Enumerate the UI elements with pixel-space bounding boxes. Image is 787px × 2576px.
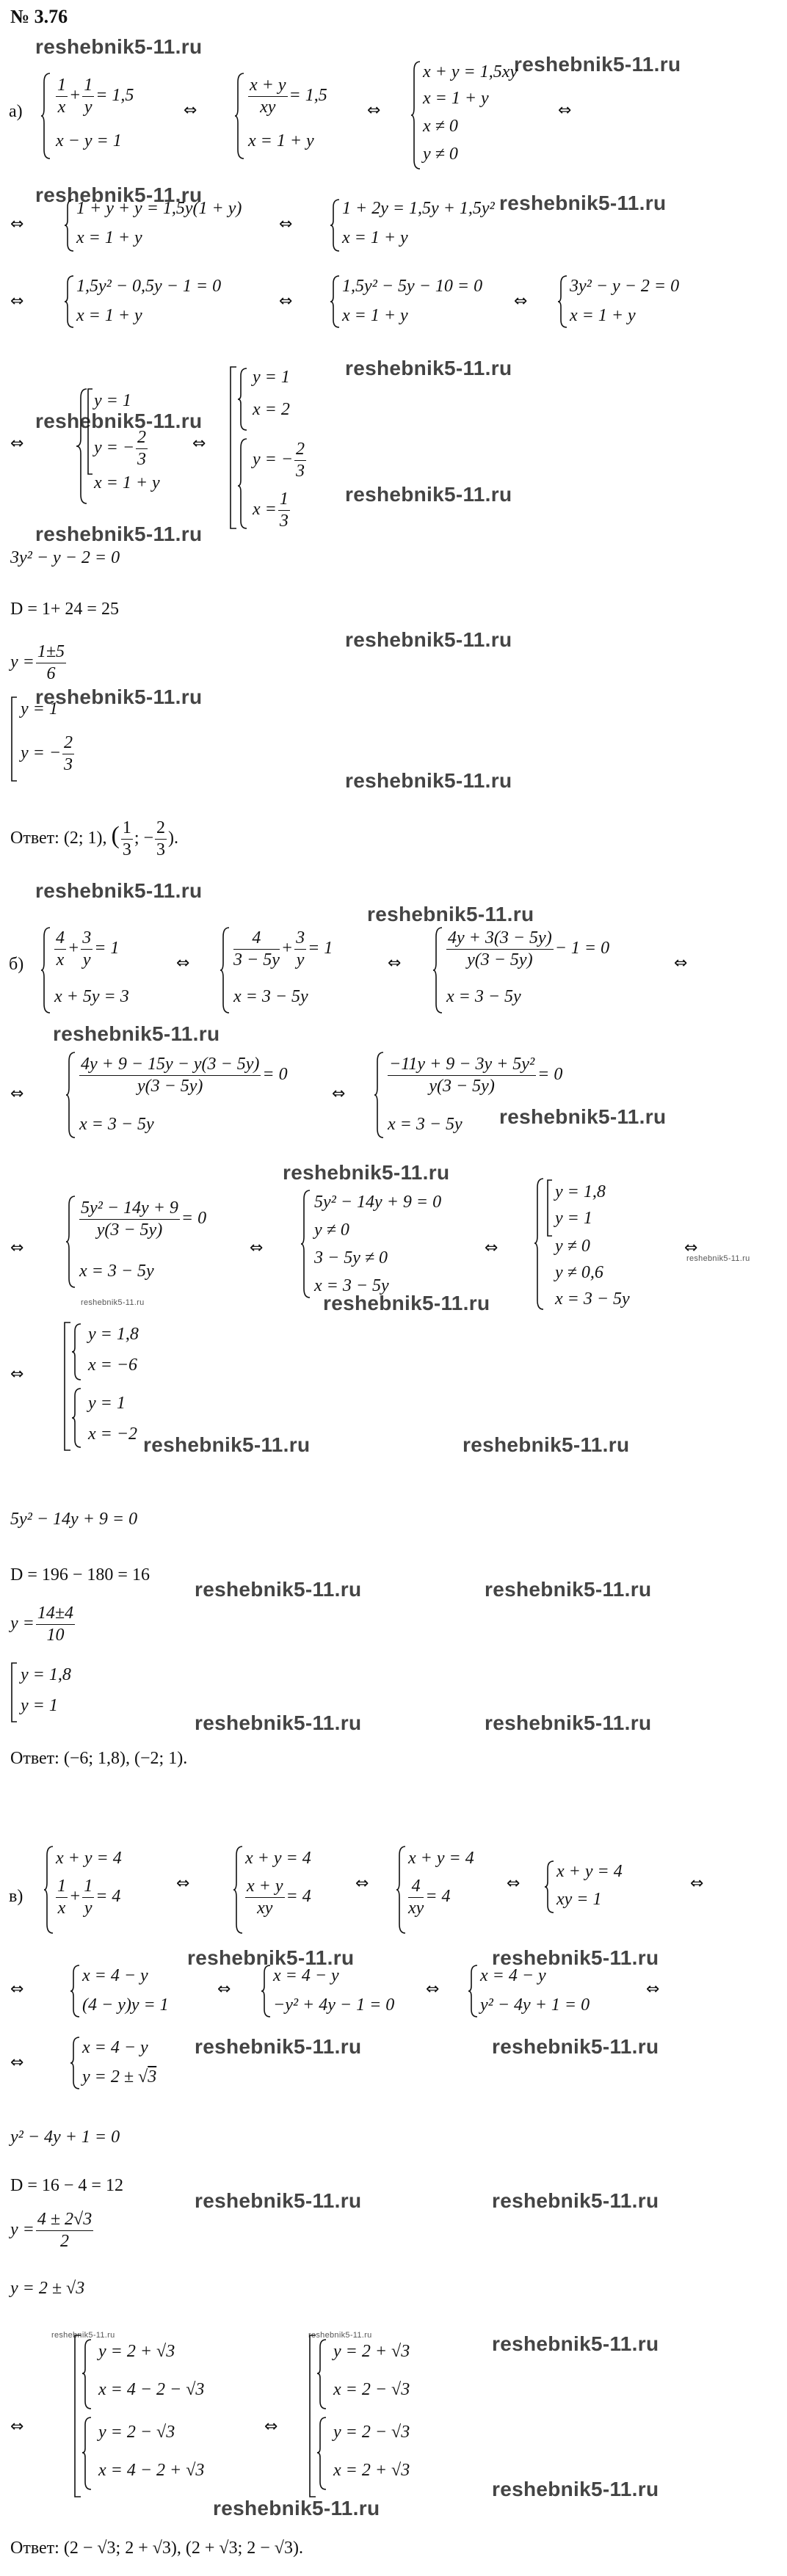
roots-formula: y = $\frac{14\pm 4}{10}$ bbox=[10, 1604, 74, 1645]
equation-line: x = 4 − 2 − √3 bbox=[98, 2380, 205, 2399]
equivalence-arrow: ⇔ bbox=[388, 954, 402, 972]
equation-line: 1 + y + y = 1,5y(1 + y) bbox=[76, 199, 242, 218]
watermark: reshebnik5-11.ru bbox=[35, 35, 203, 58]
equation-line: x = 4 − y bbox=[480, 1966, 546, 1985]
equation-line: $\frac{4y + 3(3 - 5y)}{y(3 - 5y)}$ − 1 = 0 bbox=[448, 928, 610, 970]
equation-line: x = 4 − y bbox=[82, 2038, 148, 2057]
equation-line: y = 2 ± √3 bbox=[82, 2067, 157, 2086]
equation-line: y² − 4y + 1 = 0 bbox=[480, 1995, 590, 2015]
watermark: reshebnik5-11.ru bbox=[514, 53, 681, 76]
watermark: reshebnik5-11.ru bbox=[35, 879, 203, 902]
equation-line: y = 1 bbox=[88, 1394, 126, 1413]
equation-line: y ≠ 0 bbox=[423, 145, 458, 164]
watermark: reshebnik5-11.ru bbox=[485, 1711, 652, 1734]
equation-line: y ≠ 0,6 bbox=[555, 1263, 603, 1282]
equation-line: y = 2 − √3 bbox=[333, 2423, 410, 2442]
watermark: reshebnik5-11.ru bbox=[35, 410, 203, 432]
equation-line: $\frac{4}{3 - 5y}$ + $\frac{3}{y}$ = 1 bbox=[233, 928, 333, 970]
equation-line: y = 1 bbox=[21, 1696, 58, 1715]
equation-line: x = 1 + y bbox=[570, 306, 636, 325]
equivalence-arrow: ⇔ bbox=[184, 101, 197, 120]
equivalence-arrow: ⇔ bbox=[367, 101, 381, 120]
discriminant: D = 196 − 180 = 16 bbox=[10, 1565, 150, 1584]
equation-line: x ≠ 0 bbox=[423, 117, 458, 136]
system-brace bbox=[411, 60, 421, 170]
equation-line: $\frac{\text{5y² − 14y + 9}}{y(3 - 5y)}$ = 0 bbox=[81, 1198, 207, 1240]
equivalence-arrow: ⇔ bbox=[485, 1239, 498, 1257]
equation-line: x = 3 − 5y bbox=[79, 1262, 154, 1281]
equation-line: x = 3 − 5y bbox=[79, 1115, 154, 1134]
system-brace bbox=[66, 1051, 76, 1139]
equation-line: x = 1 + y bbox=[248, 131, 314, 150]
system-brace bbox=[235, 72, 245, 160]
equation-line: y = 2 + √3 bbox=[98, 2342, 175, 2361]
equivalence-arrow: ⇔ bbox=[279, 292, 293, 310]
equation-line: x = 1 + y bbox=[342, 228, 408, 247]
system-brace bbox=[220, 926, 231, 1014]
equation-line: y ≠ 0 bbox=[555, 1237, 590, 1256]
answer: Ответ: (2; 1), ( $\frac{1}{3}$ ; − $\frac{2}{3}$ ). bbox=[10, 818, 179, 860]
equation-line: y = 1 bbox=[253, 368, 290, 387]
equation-line: x = $\frac{1}{3}$ bbox=[253, 490, 289, 531]
system-brace bbox=[330, 274, 341, 329]
collection-bracket bbox=[63, 1321, 85, 1453]
system-brace bbox=[330, 198, 341, 252]
equation-line: xy = 1 bbox=[556, 1890, 602, 1909]
equivalence-arrow: ⇔ bbox=[507, 1874, 521, 1893]
equivalence-arrow: ⇔ bbox=[10, 434, 24, 453]
equivalence-arrow: ⇔ bbox=[10, 1980, 24, 1998]
equation-line: −y² + 4y − 1 = 0 bbox=[273, 1995, 395, 2015]
equation-line: x = 1 + y bbox=[94, 473, 160, 492]
equation: y² − 4y + 1 = 0 bbox=[10, 2128, 120, 2147]
equation-line: 5y² − 14y + 9 = 0 bbox=[314, 1193, 442, 1212]
equation-line: y = 1,8 bbox=[21, 1665, 71, 1684]
equation-line: y = 2 + √3 bbox=[333, 2342, 410, 2361]
watermark: reshebnik5-11.ru bbox=[35, 523, 203, 545]
equation: 5y² − 14y + 9 = 0 bbox=[10, 1510, 138, 1529]
equation-line: x = 2 − √3 bbox=[333, 2380, 410, 2399]
watermark: reshebnik5-11.ru bbox=[195, 1578, 362, 1601]
roots-formula: y = $\frac{4 \pm 2√3}{2}$ bbox=[10, 2210, 93, 2252]
system-brace bbox=[65, 274, 75, 329]
equivalence-arrow: ⇔ bbox=[10, 1085, 24, 1103]
equation-line: x = 4 − 2 + √3 bbox=[98, 2461, 205, 2480]
system-brace bbox=[545, 1860, 555, 1914]
equivalence-arrow: ⇔ bbox=[217, 1980, 231, 1998]
system-brace bbox=[396, 1845, 407, 1935]
watermark: reshebnik5-11.ru bbox=[499, 192, 667, 214]
equation-line: $\frac{1}{x}$ + $\frac{1}{y}$ = 1,5 bbox=[57, 76, 134, 117]
answer: Ответ: (2 − √3; 2 + √3), (2 + √3; 2 − √3). bbox=[10, 2539, 303, 2558]
watermark: reshebnik5-11.ru bbox=[53, 1022, 220, 1045]
watermark: reshebnik5-11.ru bbox=[492, 2478, 659, 2500]
discriminant: D = 16 − 4 = 12 bbox=[10, 2176, 123, 2195]
watermark: reshebnik5-11.ru bbox=[51, 2331, 115, 2340]
system-brace bbox=[73, 388, 88, 505]
equivalence-arrow: ⇔ bbox=[176, 954, 190, 972]
equation-line: x + y = 4 bbox=[408, 1849, 474, 1868]
equivalence-arrow: ⇔ bbox=[690, 1874, 704, 1893]
watermark: reshebnik5-11.ru bbox=[195, 2189, 362, 2212]
watermark: reshebnik5-11.ru bbox=[323, 1292, 490, 1314]
equation-line: y ≠ 0 bbox=[314, 1220, 349, 1240]
equivalence-arrow: ⇔ bbox=[332, 1085, 346, 1103]
equation-line: x = 2 + √3 bbox=[333, 2461, 410, 2480]
equation-line: x − y = 1 bbox=[56, 131, 122, 150]
equation-line: 3y² − y − 2 = 0 bbox=[570, 277, 680, 296]
collection-bracket bbox=[308, 2334, 330, 2500]
system-brace bbox=[468, 1964, 479, 2018]
equation-line: 1,5y² − 0,5y − 1 = 0 bbox=[76, 277, 222, 296]
system-brace bbox=[233, 1845, 244, 1935]
watermark: reshebnik5-11.ru bbox=[492, 2189, 659, 2212]
equation-line: x = −2 bbox=[88, 1425, 138, 1444]
system-brace bbox=[70, 2036, 81, 2090]
watermark: reshebnik5-11.ru bbox=[195, 2035, 362, 2058]
watermark: reshebnik5-11.ru bbox=[35, 685, 203, 708]
equation-line: x + y = 1,5xy bbox=[423, 62, 518, 81]
watermark: reshebnik5-11.ru bbox=[499, 1105, 667, 1128]
equation-line: x = 3 − 5y bbox=[314, 1276, 389, 1295]
watermark: reshebnik5-11.ru bbox=[492, 2035, 659, 2058]
equation-line: 3 − 5y ≠ 0 bbox=[314, 1248, 388, 1267]
system-brace bbox=[44, 1845, 54, 1935]
watermark: reshebnik5-11.ru bbox=[345, 483, 512, 506]
equation-line: x + 5y = 3 bbox=[54, 987, 129, 1006]
equivalence-arrow: ⇔ bbox=[10, 2053, 24, 2072]
watermark: reshebnik5-11.ru bbox=[686, 1254, 750, 1263]
equation-line: x = −6 bbox=[88, 1356, 138, 1375]
system-brace bbox=[433, 926, 443, 1014]
equivalence-arrow: ⇔ bbox=[674, 954, 688, 972]
roots-formula: y = $\frac{1\pm 5}{6}$ bbox=[10, 642, 65, 684]
equation-line: $\frac{4}{xy}$ = 4 bbox=[408, 1877, 451, 1918]
system-brace bbox=[261, 1964, 272, 2018]
watermark: reshebnik5-11.ru bbox=[195, 1711, 362, 1734]
equivalence-arrow: ⇔ bbox=[10, 215, 24, 233]
equation-line: x = 4 − y bbox=[82, 1966, 148, 1985]
watermark: reshebnik5-11.ru bbox=[308, 2331, 372, 2340]
equation-line: x + y = 4 bbox=[56, 1849, 122, 1868]
equation-line: 1,5y² − 5y − 10 = 0 bbox=[342, 277, 483, 296]
part-label: а) bbox=[9, 102, 23, 121]
equivalence-arrow: ⇔ bbox=[176, 1874, 190, 1893]
equation-line: y = − $\frac{2}{3}$ bbox=[21, 733, 73, 775]
roots-simplified: y = 2 ± √3 bbox=[10, 2279, 85, 2298]
watermark: reshebnik5-11.ru bbox=[492, 1946, 659, 1969]
system-brace bbox=[41, 72, 51, 160]
equivalence-arrow: ⇔ bbox=[684, 1239, 698, 1257]
watermark: reshebnik5-11.ru bbox=[187, 1946, 355, 1969]
watermark: reshebnik5-11.ru bbox=[492, 2332, 659, 2355]
equation-line: $\frac{4y + 9 - 15y - y(3 - 5y)}{y(3 - 5y)}$ = 0 bbox=[81, 1055, 288, 1096]
equivalence-arrow: ⇔ bbox=[250, 1239, 264, 1257]
equation-line: y = 1,8 bbox=[555, 1182, 606, 1201]
equation-line: $\frac{1}{x}$ + $\frac{1}{y}$ = 4 bbox=[57, 1877, 121, 1918]
equation-line: $\frac{x + y}{xy}$ = 4 bbox=[247, 1877, 311, 1918]
equation-line: x = 2 bbox=[253, 400, 290, 419]
system-brace bbox=[374, 1051, 385, 1139]
discriminant: D = 1+ 24 = 25 bbox=[10, 600, 119, 619]
watermark: reshebnik5-11.ru bbox=[345, 769, 512, 792]
watermark: reshebnik5-11.ru bbox=[213, 2497, 380, 2519]
equation-line: 1 + 2y = 1,5y + 1,5y² bbox=[342, 199, 495, 218]
equation-line: x = 1 + y bbox=[76, 228, 142, 247]
equation-line: x = 1 + y bbox=[76, 306, 142, 325]
equation-line: y = − $\frac{2}{3}$ bbox=[94, 428, 147, 470]
watermark: reshebnik5-11.ru bbox=[367, 903, 534, 925]
equation-line: y = 1 bbox=[94, 391, 131, 410]
system-brace bbox=[66, 1195, 76, 1289]
equivalence-arrow: ⇔ bbox=[192, 434, 206, 453]
equation-line: $\frac{4}{x}$ + $\frac{3}{y}$ = 1 bbox=[56, 928, 120, 970]
equivalence-arrow: ⇔ bbox=[10, 1239, 24, 1257]
answer: Ответ: (−6; 1,8), (−2; 1). bbox=[10, 1749, 188, 1768]
problem-number: № 3.76 bbox=[10, 6, 68, 27]
watermark: reshebnik5-11.ru bbox=[283, 1161, 450, 1184]
collection-bracket bbox=[73, 2334, 95, 2500]
equation-line: y = 1 bbox=[21, 699, 58, 718]
system-brace bbox=[534, 1177, 554, 1311]
equation-line: x = 3 − 5y bbox=[446, 987, 521, 1006]
equation-line: y = − $\frac{2}{3}$ bbox=[253, 440, 305, 481]
part-label: в) bbox=[9, 1887, 23, 1906]
equation-line: y = 2 − √3 bbox=[98, 2423, 175, 2442]
equivalence-arrow: ⇔ bbox=[10, 292, 24, 310]
watermark: reshebnik5-11.ru bbox=[463, 1433, 630, 1456]
equivalence-arrow: ⇔ bbox=[514, 292, 528, 310]
equation-line: y = 1,8 bbox=[88, 1325, 139, 1344]
watermark: reshebnik5-11.ru bbox=[345, 628, 512, 651]
system-brace bbox=[65, 198, 75, 252]
equivalence-arrow: ⇔ bbox=[10, 2417, 24, 2436]
equation-line: x = 3 − 5y bbox=[388, 1115, 463, 1134]
collection-bracket bbox=[10, 696, 18, 782]
equation-line: $\frac{x + y}{xy}$ = 1,5 bbox=[250, 76, 327, 117]
equivalence-arrow: ⇔ bbox=[279, 215, 293, 233]
collection-bracket bbox=[10, 1662, 18, 1723]
equivalence-arrow: ⇔ bbox=[264, 2417, 278, 2436]
equivalence-arrow: ⇔ bbox=[355, 1874, 369, 1893]
part-label: б) bbox=[9, 955, 24, 974]
equation-line: x + y = 4 bbox=[556, 1862, 623, 1881]
equation-line: x = 3 − 5y bbox=[233, 987, 308, 1006]
equivalence-arrow: ⇔ bbox=[558, 101, 572, 120]
system-brace bbox=[558, 274, 568, 329]
system-brace bbox=[41, 926, 51, 1014]
watermark: reshebnik5-11.ru bbox=[345, 357, 512, 379]
equation-line: x = 3 − 5y bbox=[555, 1289, 630, 1309]
equation-line: $\frac{\text{−11y + 9 − 3y + 5y²}}{y(3 - 5y)}$ = 0 bbox=[389, 1055, 563, 1096]
collection-bracket bbox=[229, 365, 251, 531]
system-brace bbox=[301, 1189, 311, 1299]
equivalence-arrow: ⇔ bbox=[426, 1980, 440, 1998]
system-brace bbox=[70, 1964, 81, 2018]
equation-line: x = 4 − y bbox=[273, 1966, 339, 1985]
equation-line: y = 1 bbox=[555, 1209, 592, 1228]
equation: 3y² − y − 2 = 0 bbox=[10, 548, 120, 567]
watermark: reshebnik5-11.ru bbox=[81, 1298, 145, 1307]
equation-line: (4 − y)y = 1 bbox=[82, 1995, 169, 2015]
equation-line: x = 1 + y bbox=[423, 89, 489, 108]
watermark: reshebnik5-11.ru bbox=[35, 183, 203, 206]
watermark: reshebnik5-11.ru bbox=[143, 1433, 311, 1456]
equivalence-arrow: ⇔ bbox=[646, 1980, 660, 1998]
equivalence-arrow: ⇔ bbox=[10, 1365, 24, 1383]
watermark: reshebnik5-11.ru bbox=[485, 1578, 652, 1601]
equation-line: x + y = 4 bbox=[245, 1849, 311, 1868]
equation-line: x = 1 + y bbox=[342, 306, 408, 325]
